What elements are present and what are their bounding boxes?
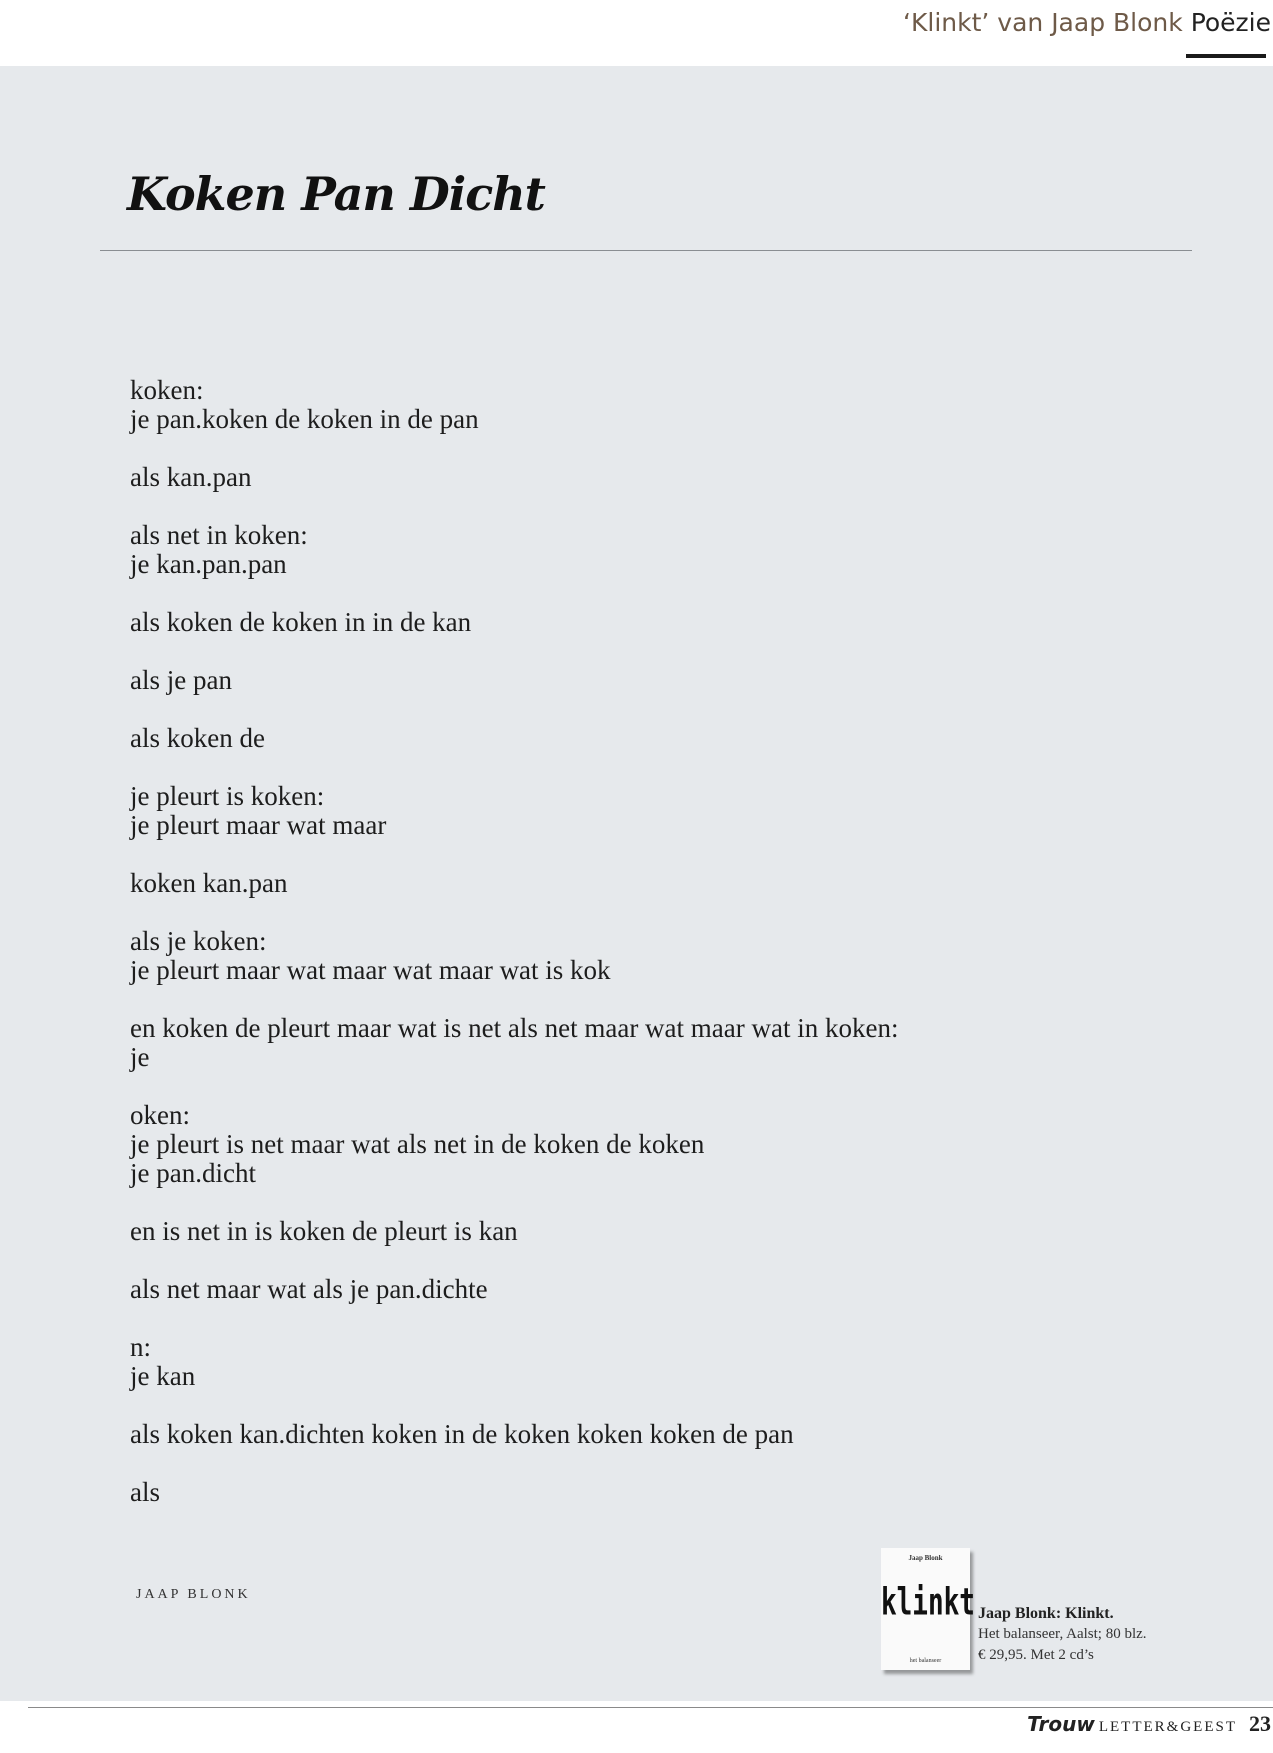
poem-stanza [130, 666, 1130, 695]
header-rule [1186, 54, 1266, 58]
title-divider [100, 250, 1192, 251]
poem-stanza [130, 463, 1130, 492]
poem-line: je pan.koken de koken in de pan [130, 404, 479, 434]
poem-line: als je pan [130, 665, 232, 695]
book-cover-publisher: het balanseer [909, 1658, 942, 1664]
poem-stanza [130, 1217, 1130, 1246]
poem-line: oken: [130, 1100, 190, 1130]
poem-stanza [130, 869, 1130, 898]
poem-stanza [130, 521, 1130, 579]
poem-line: als [130, 1477, 160, 1507]
book-info [978, 1603, 1147, 1666]
book-info-price: € 29,95. Met 2 cd’s [978, 1647, 1094, 1663]
section-label: Poëzie [1190, 8, 1271, 37]
poem-line: je kan.pan.pan [130, 549, 287, 579]
footer-rule [28, 1707, 1273, 1708]
poem-line: je [130, 1042, 150, 1072]
poem-line: je pleurt maar wat maar [130, 810, 387, 840]
poem-stanza [130, 1014, 1130, 1072]
poem-line: koken kan.pan [130, 868, 288, 898]
poem-line: als koken de [130, 723, 265, 753]
poem-stanza [130, 1333, 1130, 1391]
poem-line: je pleurt is net maar wat als net in de koken de koken [130, 1129, 705, 1159]
poem-line: je pan.dicht [130, 1158, 256, 1188]
poem-stanza [130, 724, 1130, 753]
poem-stanza [130, 1478, 1130, 1507]
header-kicker [903, 8, 1271, 37]
book-cover-title: klinkt [881, 1581, 975, 1625]
poem-stanza [130, 1275, 1130, 1304]
poem-line: als net maar wat als je pan.dichte [130, 1274, 488, 1304]
poem-line: en koken de pleurt maar wat is net als net maar wat maar wat in koken: [130, 1013, 899, 1043]
poem-line: als net in koken: [130, 520, 308, 550]
poem-stanza [130, 376, 1130, 434]
poem-author: JAAP BLONK [136, 1587, 251, 1602]
poem-line: als kan.pan [130, 462, 252, 492]
poem-title: Koken Pan Dicht [127, 167, 545, 221]
poem-line: en is net in is koken de pleurt is kan [130, 1216, 518, 1246]
book-cover [881, 1548, 975, 1670]
book-cover-author: Jaap Blonk [908, 1554, 943, 1562]
article-title: ‘Klinkt’ van Jaap Blonk [903, 8, 1183, 37]
poem-line: je pleurt is koken: [130, 781, 325, 811]
poem-line: koken: [130, 375, 204, 405]
footer-brand: Trouw [1027, 1712, 1095, 1736]
poem-stanza [130, 1101, 1130, 1188]
poem-line: je kan [130, 1361, 196, 1391]
poem-stanza [130, 927, 1130, 985]
poem-line: als koken kan.dichten koken in de koken koken koken de pan [130, 1419, 794, 1449]
poem-stanza [130, 782, 1130, 840]
book-info-publisher: Het balanseer, Aalst; 80 blz. [978, 1626, 1147, 1642]
poem-stanza [130, 608, 1130, 637]
page-number: 23 [1249, 1711, 1271, 1736]
poem-line: als koken de koken in in de kan [130, 607, 472, 637]
poem-body [130, 376, 1130, 1536]
poem-stanza [130, 1420, 1130, 1449]
poem-line: n: [130, 1332, 152, 1362]
poem-line: als je koken: [130, 926, 267, 956]
page-footer [1027, 1711, 1271, 1737]
book-info-title: Jaap Blonk: Klinkt. [978, 1605, 1114, 1622]
footer-supplement: LETTER&GEEST [1098, 1719, 1237, 1735]
poem-line: je pleurt maar wat maar wat maar wat is kok [130, 955, 611, 985]
